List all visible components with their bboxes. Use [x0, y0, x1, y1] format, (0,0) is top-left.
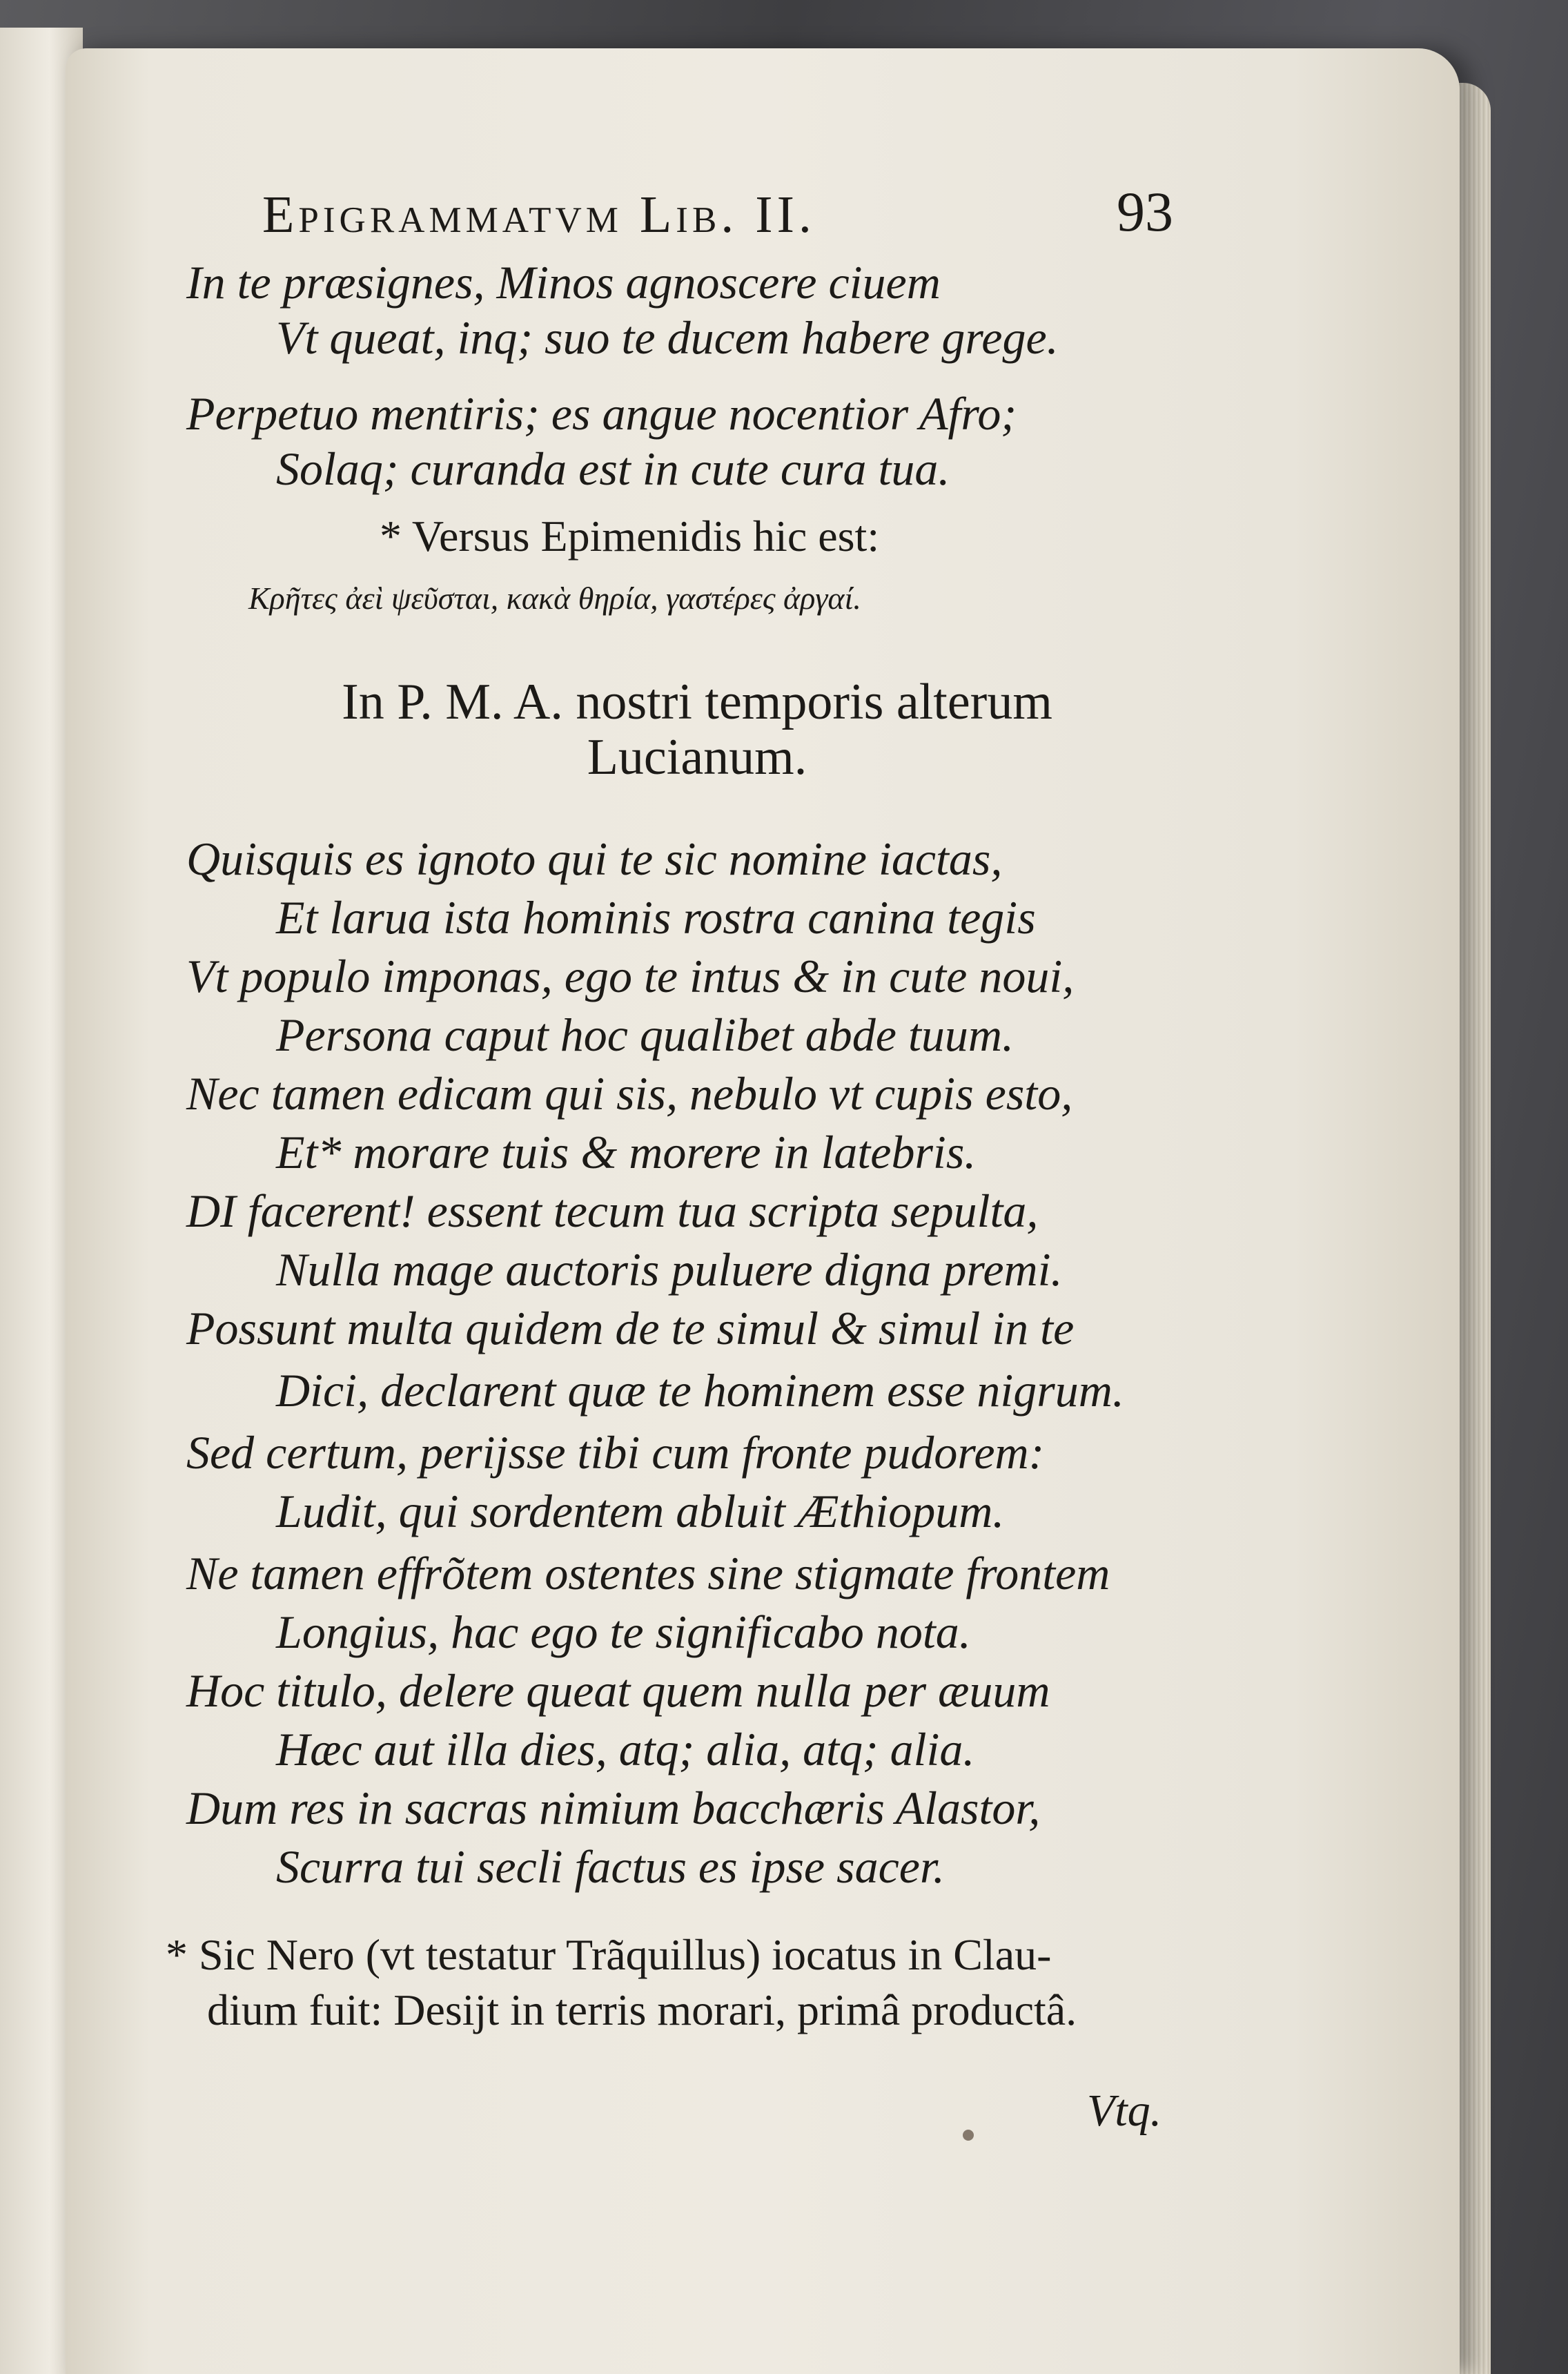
- verse-line: Quisquis es ignoto qui te sic nomine iactas,: [186, 833, 1003, 885]
- verse-line: Vt populo imponas, ego te intus & in cute noui,: [186, 950, 1075, 1002]
- epigram-title-cont: Lucianum.: [587, 729, 807, 786]
- verse-line: Perpetuo mentiris; es angue nocentior Afro;: [186, 387, 1017, 440]
- verse-line: Nec tamen edicam qui sis, nebulo vt cupis esto,: [186, 1067, 1073, 1120]
- verse-line: Vt queat, inq; suo te ducem habere grege.: [276, 311, 1059, 364]
- verse-line: Persona caput hoc qualibet abde tuum.: [276, 1009, 1014, 1061]
- footnote-line: dium fuit: Desijt in terris morari, primâ productâ.: [207, 1985, 1077, 2034]
- verse-line: Longius, hac ego te significabo nota.: [276, 1606, 971, 1658]
- verse-line: DI facerent! essent tecum tua scripta sepulta,: [186, 1185, 1039, 1237]
- running-header: [262, 180, 1173, 245]
- greek-quotation: Κρῆτες ἀεὶ ψεῦσται, κακὰ θηρία, γαστέρες ἀργαί.: [248, 581, 861, 616]
- verse-line: Solaq; curanda est in cute cura tua.: [276, 442, 950, 495]
- ink-spot: [963, 2130, 974, 2141]
- verse-line: Dum res in sacras nimium bacchæris Alastor,: [186, 1782, 1041, 1834]
- verse-line: In te præsignes, Minos agnoscere ciuem: [186, 256, 941, 309]
- verse-line: Hæc aut illa dies, atq; alia, atq; alia.: [276, 1723, 975, 1775]
- verse-line: Ne tamen effrõtem ostentes sine stigmate frontem: [186, 1547, 1110, 1599]
- page-number: 93: [1117, 180, 1173, 243]
- verse-line: Sed certum, perijsse tibi cum fronte pudorem:: [186, 1426, 1045, 1479]
- verse-line: Possunt multa quidem de te simul & simul in te: [186, 1302, 1075, 1354]
- verse-line: Et larua ista hominis rostra canina tegis: [276, 891, 1036, 944]
- verse-line: Et* morare tuis & morere in latebris.: [276, 1126, 977, 1178]
- catchword: Vtq.: [1087, 2085, 1162, 2136]
- verse-line: Scurra tui secli factus es ipse sacer.: [276, 1840, 945, 1893]
- verse-line: Nulla mage auctoris puluere digna premi.: [276, 1243, 1063, 1296]
- epigram-title: In P. M. A. nostri temporis alterum: [342, 674, 1052, 730]
- running-title: Epigrammatvm Lib. II.: [262, 186, 816, 244]
- verse-line: Ludit, qui sordentem abluit Æthiopum.: [276, 1485, 1005, 1537]
- verse-line: Dici, declarent quæ te hominem esse nigrum.: [276, 1364, 1124, 1417]
- footnote-line: * Sic Nero (vt testatur Trãquillus) iocatus in Clau-: [166, 1930, 1052, 1979]
- marginal-note: * Versus Epimenidis hic est:: [380, 512, 880, 561]
- verse-line: Hoc titulo, delere queat quem nulla per æuum: [186, 1664, 1050, 1717]
